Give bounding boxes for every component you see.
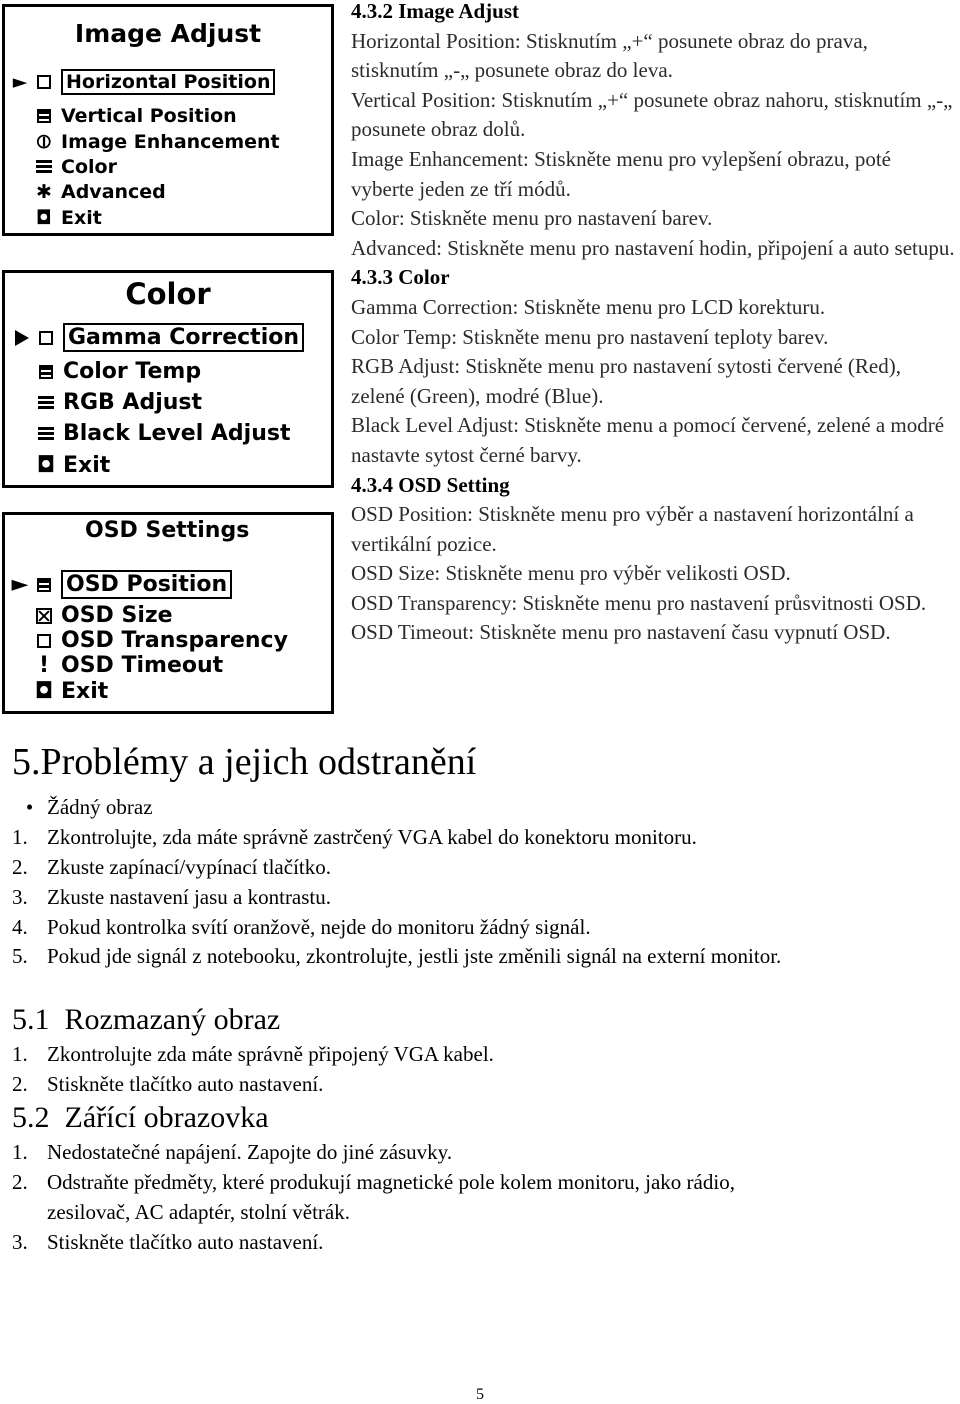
osd-item-label: Exit	[63, 453, 111, 478]
list-item: 1. Zkontrolujte, zda máte správně zastrčený VGA kabel do konektoru monitoru.	[12, 825, 697, 849]
circle-line-icon: ⦶	[37, 131, 51, 153]
osd-item-label: Color Temp	[63, 359, 202, 384]
paragraph: Black Level Adjust: Stiskněte menu a pomocí červené, zelené a modré nastavte sytost černé barvy.	[351, 413, 945, 467]
section-5-title: 5.Problémy a jejich odstranění	[12, 741, 477, 783]
bars-icon	[33, 396, 59, 410]
osd-item-exit[interactable]	[11, 453, 110, 478]
osd-item-vertical-position[interactable]	[9, 105, 237, 127]
osd-description-column	[351, 0, 957, 648]
heading-color: 4.3.3 Color	[351, 265, 450, 290]
osd-item-osd-timeout[interactable]	[9, 653, 223, 678]
paragraph: Image Enhancement: Stiskněte menu pro vylepšení obrazu, poté vyberte jeden ze tří módů.	[351, 146, 892, 201]
exclamation-icon: !	[38, 653, 50, 678]
square-icon	[31, 634, 57, 648]
osd-title: OSD Settings	[85, 518, 250, 543]
osd-item-label: OSD Transparency	[61, 628, 288, 653]
exit-icon: ◘	[36, 453, 56, 478]
osd-image-adjust-panel	[2, 4, 334, 236]
osd-item-label: Gamma Correction	[63, 323, 304, 352]
osd-color-panel	[2, 270, 334, 488]
page-number: 5	[476, 1386, 484, 1403]
osd-item-color-temp[interactable]	[11, 359, 201, 384]
osd-settings-panel	[2, 512, 334, 714]
paragraph: Advanced: Stiskněte menu pro nastavení hodin, připojení a auto setupu.	[351, 235, 955, 260]
osd-item-image-enhancement[interactable]	[9, 131, 280, 153]
paragraph: Vertical Position: Stisknutím „+“ posunete obraz nahoru, stisknutím „-„ posunete obraz dolů.	[351, 87, 953, 142]
square-half-icon	[31, 75, 57, 89]
osd-item-label: Advanced	[61, 181, 166, 203]
osd-item-label: OSD Size	[61, 603, 173, 628]
heading-image-adjust: 4.3.2 Image Adjust	[351, 0, 520, 23]
list-item: 1. Zkontrolujte zda máte správně připojený VGA kabel.	[12, 1042, 494, 1066]
bars-icon	[33, 427, 59, 441]
list-item-text: Stiskněte tlačítko auto nastavení.	[47, 1230, 324, 1254]
osd-item-exit[interactable]	[9, 679, 108, 704]
paragraph: RGB Adjust: Stiskněte menu pro nastavení sytosti červené (Red), zelené (Green), modré (Blue).	[351, 354, 901, 408]
osd-item-color[interactable]	[9, 156, 117, 178]
list-item-text: Zkuste zapínací/vypínací tlačítko.	[47, 855, 331, 879]
exit-icon: ◘	[36, 207, 52, 229]
list-item: 5. Pokud jde signál z notebooku, zkontrolujte, jestli jste změnili signál na externí monitor.	[12, 944, 782, 968]
list-item-text: Stiskněte tlačítko auto nastavení.	[47, 1072, 324, 1096]
square-fill-icon	[31, 578, 57, 592]
list-item-text: Zkuste nastavení jasu a kontrastu.	[47, 885, 332, 909]
osd-item-horizontal-position[interactable]	[9, 69, 275, 95]
osd-item-label: RGB Adjust	[63, 390, 203, 415]
osd-item-label: OSD Timeout	[61, 653, 224, 678]
osd-item-gamma-correction[interactable]	[11, 323, 304, 352]
tools-icon: ✱	[36, 181, 52, 203]
square-fill-icon	[33, 365, 59, 379]
list-item: 3. Stiskněte tlačítko auto nastavení.	[12, 1230, 324, 1254]
list-item: 2. Stiskněte tlačítko auto nastavení.	[12, 1072, 324, 1096]
list-item-text: Odstraňte předměty, které produkují magnetické pole kolem monitoru, jako rádio,	[47, 1170, 735, 1194]
pointer-arrow-icon	[11, 330, 33, 346]
osd-item-label: Horizontal Position	[61, 69, 275, 95]
list-item-text: Nedostatečné napájení. Zapojte do jiné zásuvky.	[47, 1140, 453, 1164]
square-bar-icon	[31, 109, 57, 123]
list-item: 2. Zkuste zapínací/vypínací tlačítko.	[12, 855, 331, 879]
pointer-arrow-icon: ►	[12, 71, 28, 93]
paragraph: Color Temp: Stiskněte menu pro nastavení teploty barev.	[351, 324, 829, 349]
paragraph: OSD Timeout: Stiskněte menu pro nastavení času vypnutí OSD.	[351, 620, 891, 645]
osd-item-label: Color	[61, 156, 117, 178]
osd-item-black-level-adjust[interactable]	[11, 421, 290, 446]
heading-osd-setting: 4.3.4 OSD Setting	[351, 472, 510, 497]
osd-title: Image Adjust	[74, 19, 262, 48]
x-box-icon	[31, 608, 57, 624]
paragraph: Color: Stiskněte menu pro nastavení barev.	[351, 206, 713, 231]
list-item: 4. Pokud kontrolka svítí oranžově, nejde do monitoru žádný signál.	[12, 915, 591, 939]
list-item: 2. Odstraňte předměty, které produkují magnetické pole kolem monitoru, jako rádio,	[12, 1170, 735, 1194]
osd-item-label: Black Level Adjust	[63, 421, 291, 446]
osd-item-rgb-adjust[interactable]	[11, 390, 202, 415]
osd-item-osd-transparency[interactable]	[9, 628, 288, 653]
exit-icon: ◘	[34, 679, 54, 704]
list-item-text: zesilovač, AC adaptér, stolní větrák.	[47, 1200, 350, 1224]
list-item-text: Pokud jde signál z notebooku, zkontrolujte, jestli jste změnili signál na externí monitor.	[47, 944, 782, 968]
list-item: 1. Nedostatečné napájení. Zapojte do jiné zásuvky.	[12, 1140, 453, 1164]
osd-item-label: Vertical Position	[61, 105, 237, 127]
bullet-text: Žádný obraz	[47, 795, 153, 819]
osd-item-label: OSD Position	[61, 570, 232, 599]
paragraph: OSD Transparency: Stiskněte menu pro nastavení průsvitnosti OSD.	[351, 590, 927, 615]
section-5-2-title: 5.2 Zářící obrazovka	[12, 1101, 269, 1134]
bullet-item	[12, 795, 153, 820]
osd-item-osd-size[interactable]	[9, 603, 173, 628]
section-5-1-title: 5.1 Rozmazaný obraz	[12, 1003, 281, 1036]
osd-item-osd-position[interactable]	[9, 570, 232, 599]
bars-icon	[31, 160, 57, 174]
osd-item-label: Exit	[61, 207, 102, 229]
list-item-text: Zkontrolujte zda máte správně připojený VGA kabel.	[47, 1042, 494, 1066]
paragraph: Gamma Correction: Stiskněte menu pro LCD korekturu.	[351, 294, 826, 319]
list-item-continuation	[12, 1200, 350, 1225]
bullet-icon: •	[25, 795, 34, 819]
osd-title: Color	[125, 277, 211, 311]
square-icon	[33, 331, 59, 345]
pointer-arrow-icon: ►	[11, 572, 29, 597]
osd-item-label: Image Enhancement	[61, 131, 280, 153]
list-item-text: Pokud kontrolka svítí oranžově, nejde do monitoru žádný signál.	[47, 915, 591, 939]
osd-item-exit[interactable]	[9, 207, 102, 229]
list-item: 3. Zkuste nastavení jasu a kontrastu.	[12, 885, 332, 909]
osd-item-label: Exit	[61, 679, 109, 704]
paragraph: OSD Size: Stiskněte menu pro výběr velikosti OSD.	[351, 561, 791, 586]
paragraph: OSD Position: Stiskněte menu pro výběr a nastavení horizontální a vertikální pozice.	[351, 502, 914, 556]
osd-item-advanced[interactable]	[9, 181, 166, 203]
paragraph: Horizontal Position: Stisknutím „+“ posunete obraz do prava, stisknutím „-„ posunete obraz do leva.	[351, 28, 868, 83]
list-item-text: Zkontrolujte, zda máte správně zastrčený VGA kabel do konektoru monitoru.	[47, 825, 697, 849]
